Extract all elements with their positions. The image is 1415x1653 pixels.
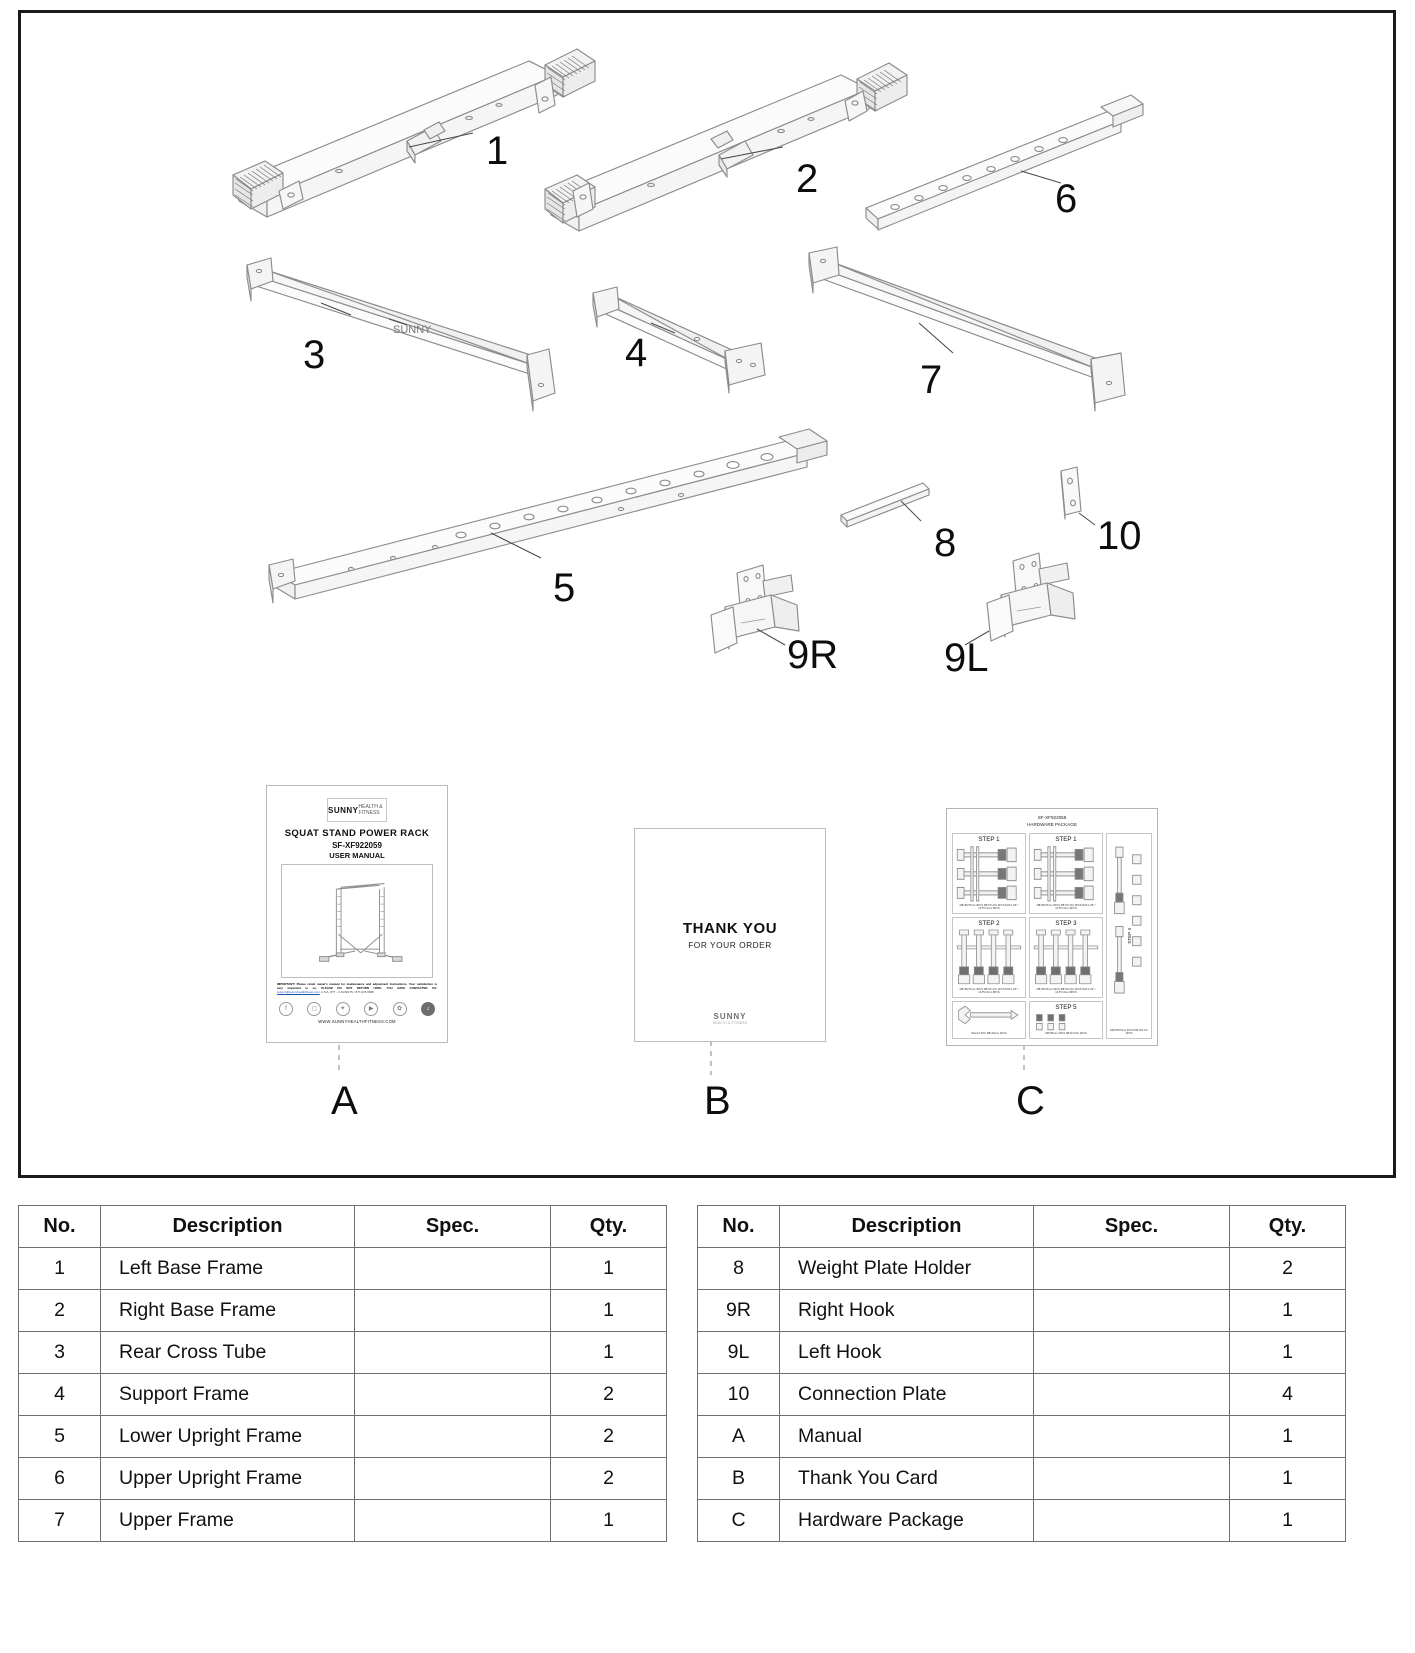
manual-support-email: support@sunnyhealthfitness.com bbox=[277, 990, 320, 995]
hardware-spec-text: M8×65/70mm 3PCS M8 NYLOC 3PCS M10 1.25" / 10.5*2.0mm 6PCS bbox=[959, 903, 1019, 911]
cell-spec bbox=[355, 1458, 551, 1500]
hardware-box-step4 bbox=[1106, 833, 1152, 1039]
column-header-qty: Qty. bbox=[551, 1206, 667, 1248]
hardware-step-label: STEP 4 bbox=[1126, 927, 1132, 944]
cell-qty: 1 bbox=[551, 1248, 667, 1290]
manual-social-row bbox=[279, 1002, 435, 1016]
instagram-icon[interactable]: ◻ bbox=[307, 1002, 321, 1016]
hardware-step-label: STEP 1 bbox=[1055, 835, 1077, 843]
cell-spec bbox=[1034, 1500, 1230, 1542]
manual-subtitle: USER MANUAL bbox=[329, 851, 385, 860]
parts-table-right bbox=[697, 1205, 1346, 1542]
column-header-spec: Spec. bbox=[355, 1206, 551, 1248]
cell-description: Lower Upright Frame bbox=[101, 1416, 355, 1458]
hardware-box-wrench bbox=[952, 1001, 1026, 1039]
cell-qty: 2 bbox=[1230, 1248, 1346, 1290]
cell-no: 5 bbox=[19, 1416, 101, 1458]
cell-description: Right Hook bbox=[780, 1290, 1034, 1332]
hardware-spec-text: Wrench 1PC M8×20mm 2PCS bbox=[971, 1032, 1007, 1036]
hardware-step-label: STEP 5 bbox=[1055, 1003, 1077, 1011]
tiktok-icon[interactable]: ♪ bbox=[421, 1002, 435, 1016]
cell-spec bbox=[1034, 1416, 1230, 1458]
thank-you-subline: FOR YOUR ORDER bbox=[688, 940, 772, 950]
column-header-desc: Description bbox=[101, 1206, 355, 1248]
doc-label-A: A bbox=[331, 1079, 358, 1123]
cell-no: 8 bbox=[698, 1248, 780, 1290]
hardware-step-label: STEP 3 bbox=[1055, 919, 1077, 927]
hardware-row-bottom bbox=[952, 917, 1103, 998]
cell-qty: 1 bbox=[551, 1332, 667, 1374]
manual-thumbnail bbox=[266, 785, 448, 1043]
cell-qty: 1 bbox=[551, 1500, 667, 1542]
hardware-box-step3 bbox=[1029, 917, 1103, 998]
cell-description: Weight Plate Holder bbox=[780, 1248, 1034, 1290]
table-row bbox=[19, 1332, 667, 1374]
column-header-desc: Description bbox=[780, 1206, 1034, 1248]
twitter-icon[interactable]: ✦ bbox=[336, 1002, 350, 1016]
hardware-step-label: STEP 1 bbox=[978, 835, 1000, 843]
cell-no: 9R bbox=[698, 1290, 780, 1332]
cell-no: 2 bbox=[19, 1290, 101, 1332]
cell-no: A bbox=[698, 1416, 780, 1458]
table-row bbox=[19, 1248, 667, 1290]
sunny-logo bbox=[327, 798, 387, 822]
cell-spec bbox=[1034, 1248, 1230, 1290]
part-label-1: 1 bbox=[486, 129, 509, 173]
part-label-7: 7 bbox=[920, 358, 943, 402]
cell-description: Connection Plate bbox=[780, 1374, 1034, 1416]
column-header-spec: Spec. bbox=[1034, 1206, 1230, 1248]
thank-you-brand-subtext: HEALTH & FITNESS bbox=[712, 1021, 748, 1025]
cell-description: Right Base Frame bbox=[101, 1290, 355, 1332]
manual-website-url: WWW.SUNNYHEALTHFITNESS.COM bbox=[318, 1018, 396, 1024]
manual-note-text: IMPORTANT! Please retain owner's manual for maintenance and adjustment instructions. Your satisfaction is very important to us, PLEASE DO NOT RETURN UNTIL YOU HAVE CONTACTED US: bbox=[277, 982, 437, 991]
cell-spec bbox=[355, 1500, 551, 1542]
sunny-logo-subtext: HEALTH & FITNESS bbox=[358, 804, 383, 816]
hardware-spec-text: M8×65/70mm 4PCS M8 NYLOC 4PCS bbox=[1110, 1028, 1148, 1036]
cell-spec bbox=[1034, 1290, 1230, 1332]
cell-spec bbox=[1034, 1374, 1230, 1416]
cell-qty: 1 bbox=[551, 1290, 667, 1332]
cell-spec bbox=[355, 1290, 551, 1332]
cell-qty: 2 bbox=[551, 1374, 667, 1416]
hardware-model: SF-XF922059 bbox=[1037, 815, 1067, 820]
hardware-spec-text: M8×65/70mm 4PCS M8 NYLOC 4PCS M10 1.25" / 10.5*2.0mm 8PCS bbox=[1036, 987, 1096, 995]
hardware-box-step2 bbox=[952, 917, 1026, 998]
column-header-no: No. bbox=[698, 1206, 780, 1248]
thank-you-card-thumbnail bbox=[634, 828, 826, 1042]
part-label-3: 3 bbox=[303, 333, 326, 377]
cell-qty: 2 bbox=[551, 1416, 667, 1458]
table-row bbox=[698, 1500, 1346, 1542]
cell-no: 9L bbox=[698, 1332, 780, 1374]
cell-qty: 1 bbox=[1230, 1458, 1346, 1500]
parts-table-left bbox=[18, 1205, 667, 1542]
column-header-no: No. bbox=[19, 1206, 101, 1248]
cell-description: Left Hook bbox=[780, 1332, 1034, 1374]
part-label-2: 2 bbox=[796, 157, 819, 201]
cell-qty: 1 bbox=[1230, 1290, 1346, 1332]
cell-description: Hardware Package bbox=[780, 1500, 1034, 1542]
pinterest-icon[interactable]: ✿ bbox=[393, 1002, 407, 1016]
part-label-5: 5 bbox=[553, 566, 576, 610]
svg-text:SUNNY: SUNNY bbox=[393, 324, 432, 336]
hardware-box-step1b bbox=[1029, 833, 1103, 914]
hardware-spec-text: M8×55mm 2PCS M8 NYLOC 2PCS bbox=[1045, 1032, 1087, 1036]
hardware-title: HARDWARE PACKAGE bbox=[1027, 821, 1077, 827]
table-header-row bbox=[19, 1206, 667, 1248]
cell-no: 6 bbox=[19, 1458, 101, 1500]
manual-cover-image bbox=[281, 864, 433, 978]
cell-spec bbox=[1034, 1332, 1230, 1374]
thank-you-brand-logo bbox=[635, 1012, 825, 1025]
cell-description: Upper Upright Frame bbox=[101, 1458, 355, 1500]
column-header-qty: Qty. bbox=[1230, 1206, 1346, 1248]
table-header-row bbox=[698, 1206, 1346, 1248]
cell-no: 1 bbox=[19, 1248, 101, 1290]
doc-label-C: C bbox=[1016, 1079, 1045, 1123]
hardware-side-column bbox=[1106, 833, 1152, 1039]
manual-support-phone: U.S.A. 877 - 2-SUNNY5 / 877-278-6695 bbox=[320, 990, 374, 995]
cell-spec bbox=[355, 1416, 551, 1458]
part-label-8: 8 bbox=[934, 521, 957, 565]
cell-qty: 1 bbox=[1230, 1500, 1346, 1542]
thank-you-brand-text: SUNNY bbox=[713, 1012, 747, 1021]
hardware-spec-text: M8×65/70mm 3PCS M8 NYLOC 3PCS M10 1.25" / 10.5*2.0mm 6PCS bbox=[1036, 903, 1096, 911]
cell-no: B bbox=[698, 1458, 780, 1500]
cell-description: Left Base Frame bbox=[101, 1248, 355, 1290]
hardware-main-column bbox=[952, 833, 1103, 1039]
cell-no: C bbox=[698, 1500, 780, 1542]
manual-title: SQUAT STAND POWER RACK bbox=[284, 828, 430, 839]
hardware-step-label: STEP 2 bbox=[978, 919, 1000, 927]
cell-spec bbox=[355, 1332, 551, 1374]
hardware-bolt-glyphs bbox=[1111, 842, 1147, 1034]
cell-description: Rear Cross Tube bbox=[101, 1332, 355, 1374]
hardware-grid bbox=[952, 833, 1152, 1039]
hardware-header bbox=[952, 815, 1152, 829]
parts-tables bbox=[18, 1205, 1398, 1542]
facebook-icon[interactable]: f bbox=[279, 1002, 293, 1016]
cell-spec bbox=[1034, 1458, 1230, 1500]
hardware-bolt-glyphs bbox=[1032, 928, 1100, 988]
part-label-9L: 9L bbox=[944, 636, 989, 680]
thank-you-headline: THANK YOU bbox=[682, 920, 778, 937]
youtube-icon[interactable]: ▶ bbox=[364, 1002, 378, 1016]
cell-description: Manual bbox=[780, 1416, 1034, 1458]
table-row bbox=[698, 1374, 1346, 1416]
part-label-4: 4 bbox=[625, 331, 648, 375]
hardware-row-top bbox=[952, 833, 1103, 914]
cell-no: 3 bbox=[19, 1332, 101, 1374]
hardware-spec-text: M8×65/70mm 4PCS M8 NYLOC 4PCS M10 1.25" / 10.5*2.0mm 8PCS bbox=[959, 987, 1019, 995]
exploded-diagram-panel bbox=[18, 10, 1396, 1178]
cell-no: 7 bbox=[19, 1500, 101, 1542]
part-label-10: 10 bbox=[1097, 514, 1142, 558]
table-row bbox=[698, 1416, 1346, 1458]
manual-model: SF-XF922059 bbox=[332, 841, 382, 850]
manual-important-note bbox=[277, 982, 437, 995]
table-row bbox=[19, 1290, 667, 1332]
doc-label-B: B bbox=[704, 1079, 731, 1123]
hardware-bolt-glyphs bbox=[955, 844, 1023, 904]
hardware-row-wrench bbox=[952, 1001, 1103, 1039]
cell-spec bbox=[355, 1248, 551, 1290]
cell-description: Upper Frame bbox=[101, 1500, 355, 1542]
table-row bbox=[19, 1416, 667, 1458]
table-row bbox=[698, 1248, 1346, 1290]
hardware-bolt-glyphs bbox=[1032, 844, 1100, 904]
table-row bbox=[698, 1458, 1346, 1500]
parts-drawing-stage bbox=[21, 13, 1393, 1175]
hardware-box-step1a bbox=[952, 833, 1026, 914]
part-label-9R: 9R bbox=[787, 633, 839, 677]
cell-spec bbox=[355, 1374, 551, 1416]
cell-no: 4 bbox=[19, 1374, 101, 1416]
cell-description: Support Frame bbox=[101, 1374, 355, 1416]
part-label-6: 6 bbox=[1055, 177, 1078, 221]
hardware-bolt-glyphs bbox=[1032, 1012, 1100, 1032]
wrench-icon bbox=[955, 1004, 1023, 1032]
hardware-box-step5 bbox=[1029, 1001, 1103, 1039]
table-row bbox=[19, 1500, 667, 1542]
cell-description: Thank You Card bbox=[780, 1458, 1034, 1500]
hardware-package-thumbnail bbox=[946, 808, 1158, 1046]
cell-qty: 1 bbox=[1230, 1416, 1346, 1458]
table-row bbox=[698, 1290, 1346, 1332]
cell-qty: 4 bbox=[1230, 1374, 1346, 1416]
sunny-logo-text: SUNNY bbox=[328, 805, 359, 815]
table-row bbox=[19, 1458, 667, 1500]
cell-no: 10 bbox=[698, 1374, 780, 1416]
hardware-bolt-glyphs bbox=[955, 928, 1023, 988]
table-row bbox=[19, 1374, 667, 1416]
cell-qty: 2 bbox=[551, 1458, 667, 1500]
table-row bbox=[698, 1332, 1346, 1374]
cell-qty: 1 bbox=[1230, 1332, 1346, 1374]
